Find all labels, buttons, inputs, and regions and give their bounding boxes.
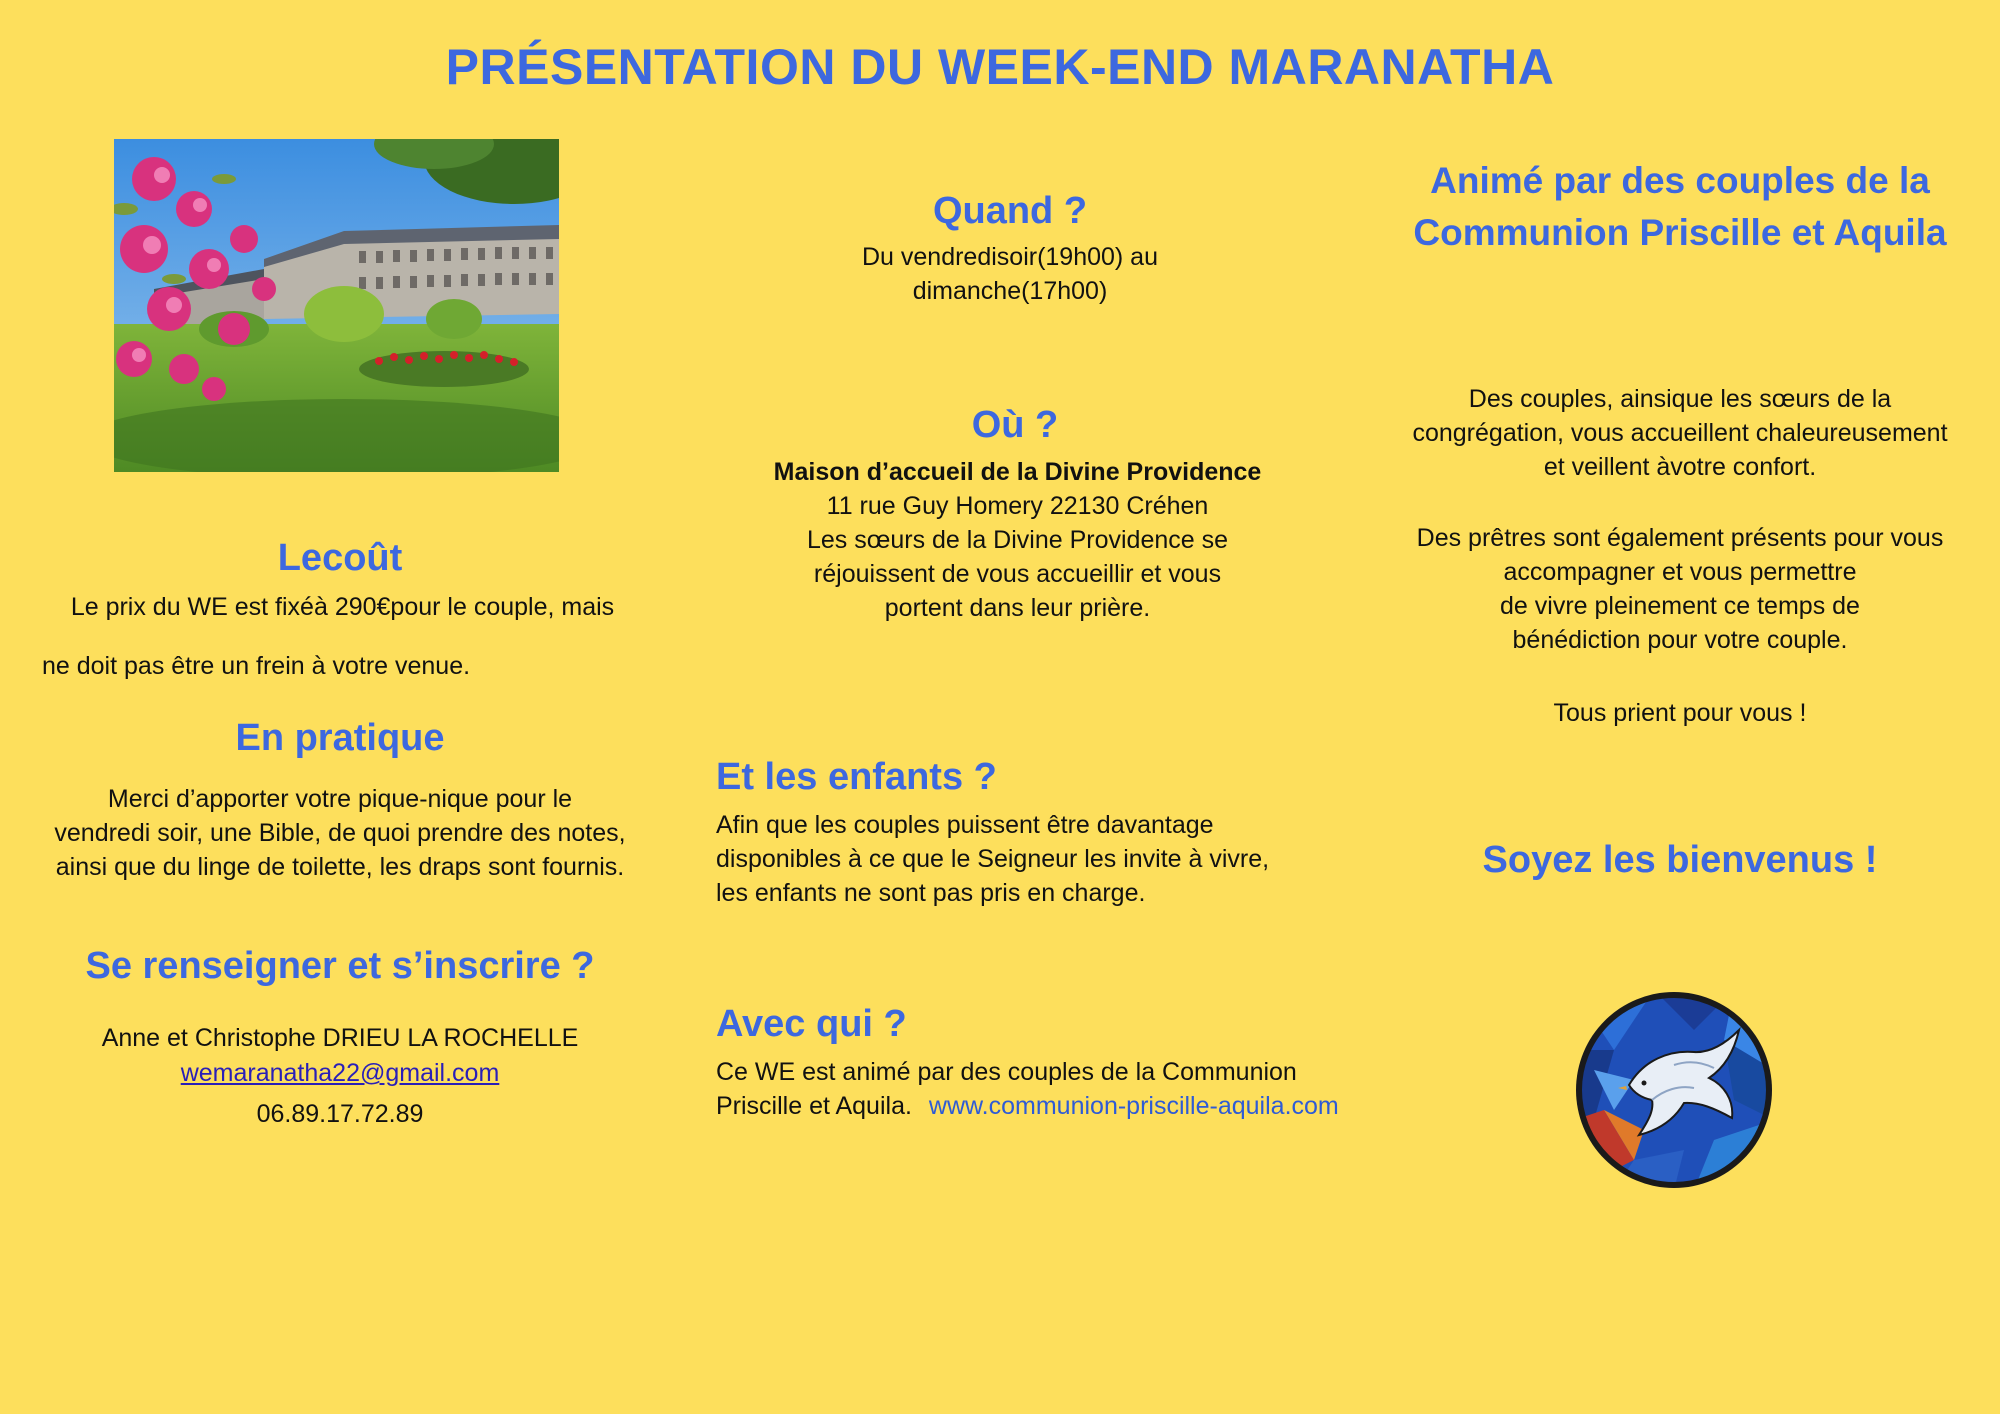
children-heading: Et les enfants ? [716,756,997,798]
where-heading: Où ? [971,404,1059,446]
where-line: réjouissent de vous accueillir et vous [813,560,1222,588]
para-line: Des prêtres sont également présents pour vous [1416,524,1944,552]
right-heading-line: Communion Priscille et Aquila [1413,212,1947,253]
para-line: de vivre pleinement ce temps de [1500,592,1860,620]
where-line: portent dans leur prière. [884,594,1151,622]
when-line: Du vendredisoir(19h00) au [861,243,1158,271]
para-line: et veillent àvotre confort. [1543,453,1817,481]
para-line: bénédiction pour votre couple. [1512,626,1848,654]
with-whom-line-2: Priscille et Aquila. [716,1092,912,1120]
children-text [716,808,1356,910]
practical-line: ainsi que du linge de toilette, les draps sont fournis. [55,853,625,881]
dove-stained-glass-icon [1574,990,1774,1190]
with-whom-heading: Avec qui ? [716,1003,907,1045]
practical-text [30,782,650,884]
garden-building-photo [114,139,559,472]
where-line: 11 rue Guy Homery 22130 Créhen [826,492,1209,520]
where-line: Les sœurs de la Divine Providence se [806,526,1229,554]
para-line: accompagner et vous permettre [1503,558,1857,586]
email-link[interactable]: wemaranatha22@gmail.com [180,1059,500,1087]
practical-heading: En pratique [235,717,445,759]
where-text [720,455,1315,625]
children-line: Afin que les couples puissent être davantage [716,811,1214,839]
children-line: les enfants ne sont pas pris en charge. [716,879,1146,907]
page-title: PRÉSENTATION DU WEEK-END MARANATHA [445,39,1555,95]
when-text [810,240,1210,308]
contact-phone: 06.89.17.72.89 [256,1100,424,1128]
with-whom-text [716,1055,1396,1123]
register-heading: Se renseigner et s’inscrire ? [85,945,595,987]
cost-heading: Lecoût [277,537,403,579]
welcome-heading: Soyez les bienvenus ! [1482,839,1878,881]
when-line: dimanche(17h00) [912,277,1108,305]
practical-line: vendredi soir, une Bible, de quoi prendre des notes, [54,819,626,847]
cost-line-1: Le prix du WE est fixéà 290€pour le couple, mais [70,593,615,621]
children-line: disponibles à ce que le Seigneur les invite à vivre, [716,845,1270,873]
practical-line: Merci d’apporter votre pique-nique pour le [107,785,573,813]
right-heading [1380,157,1980,257]
contact-name: Anne et Christophe DRIEU LA ROCHELLE [101,1024,579,1052]
prayer-line: Tous prient pour vous ! [1553,699,1807,727]
para-line: congrégation, vous accueillent chaleureusement [1412,419,1948,447]
website-link[interactable]: www.communion-priscille-aquila.com [928,1092,1339,1120]
right-heading-line: Animé par des couples de la [1430,160,1930,201]
when-heading: Quand ? [932,190,1088,232]
where-place: Maison d’accueil de la Divine Providence [773,458,1262,486]
with-whom-line-1: Ce WE est animé par des couples de la Communion [716,1058,1297,1086]
welcome-paragraph-1 [1380,382,1980,484]
welcome-paragraph-2 [1380,521,1980,657]
cost-line-2: ne doit pas être un frein à votre venue. [42,652,471,680]
para-line: Des couples, ainsique les sœurs de la [1468,385,1892,413]
